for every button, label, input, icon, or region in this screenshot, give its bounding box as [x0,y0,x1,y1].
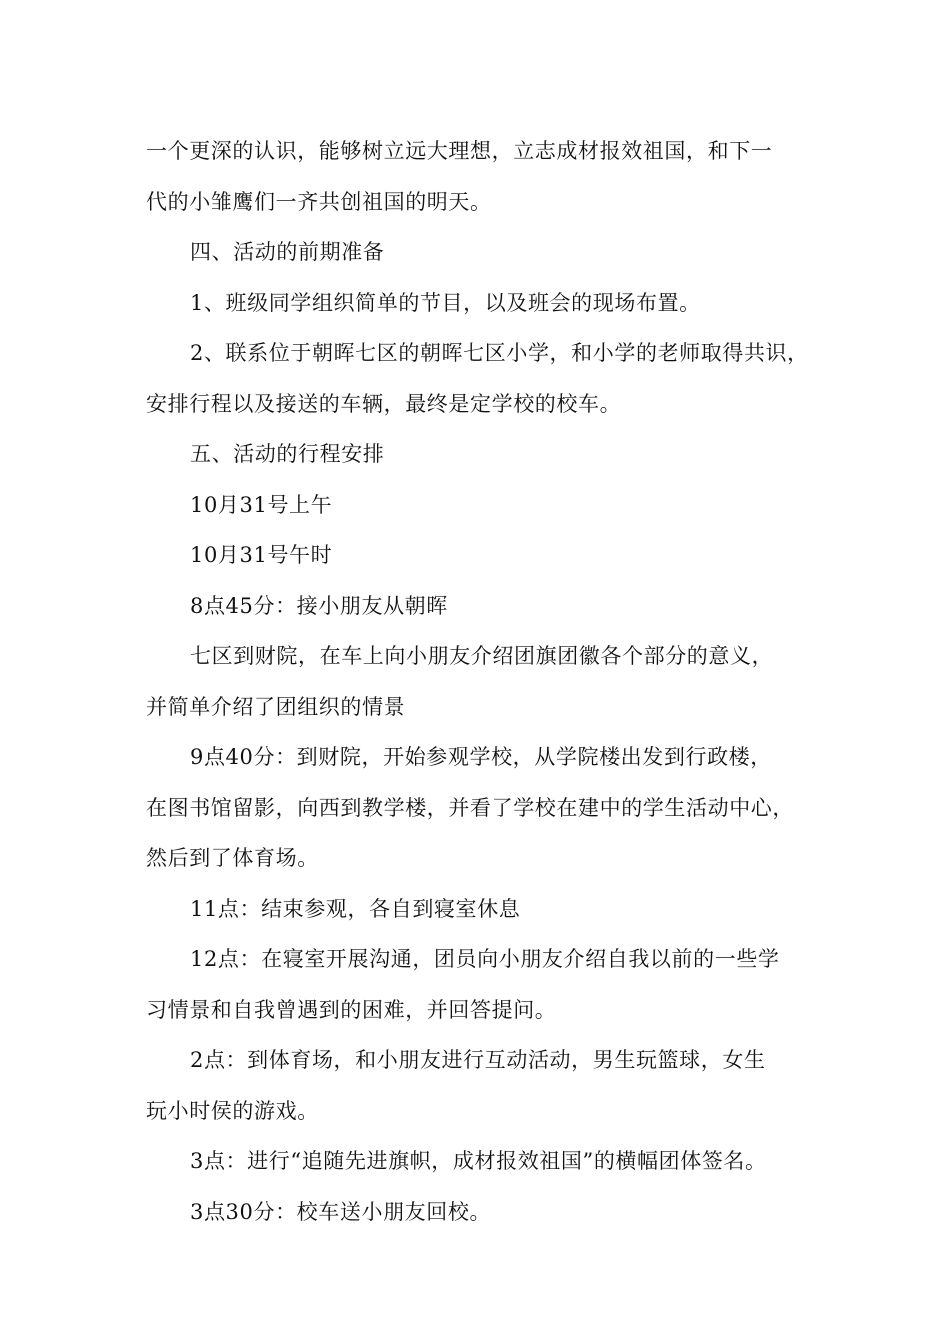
text-line: 1、班级同学组织简单的节目，以及班会的现场布置。 [190,290,701,315]
text-line: 2、联系位于朝晖七区的朝晖七区小学，和小学的老师取得共识， [190,341,809,365]
text-line: 然后到了体育场。 [146,846,319,870]
text-line: 玩小时侯的游戏。 [146,1098,319,1123]
text-line: 12点：在寝室开展沟通，团员向小朋友介绍自我以前的一些学 [190,947,780,971]
text-line: 9点40分：到财院，开始参观学校，从学院楼出发到行政楼， [190,745,772,769]
text-line: 2点：到体育场，和小朋友进行互动活动，男生玩篮球，女生 [190,1048,766,1072]
text-line: 代的小雏鹰们一齐共创祖国的明天。 [146,189,492,214]
text-line: 8点45分：接小朋友从朝晖 [190,593,448,618]
text-line: 并简单介绍了团组织的情景 [146,694,406,719]
section-heading: 四、活动的前期准备 [190,240,385,264]
section-heading: 五、活动的行程安排 [190,442,385,466]
text-line: 10月31号午时 [190,543,333,567]
text-line: 七区到财院，在车上向小朋友介绍团旗团徽各个部分的意义， [190,644,774,668]
text-line: 10月31号上午 [190,492,333,517]
text-line: 在图书馆留影，向西到教学楼，并看了学校在建中的学生活动中心， [146,795,794,820]
text-line: 一个更深的认识，能够树立远大理想，立志成材报效祖国，和下一 [146,139,773,163]
document-body [146,126,816,1237]
text-line: 11点：结束参观，各自到寝室休息 [190,896,521,921]
text-line: 3点：进行“追随先进旗帜，成材报效祖国”的横幅团体签名。 [190,1149,767,1173]
text-line: 安排行程以及接送的车辆，最终是定学校的校车。 [146,391,622,416]
text-line: 习情景和自我曾遇到的困难，并回答提问。 [146,997,557,1022]
text-line: 3点30分：校车送小朋友回校。 [190,1199,492,1224]
